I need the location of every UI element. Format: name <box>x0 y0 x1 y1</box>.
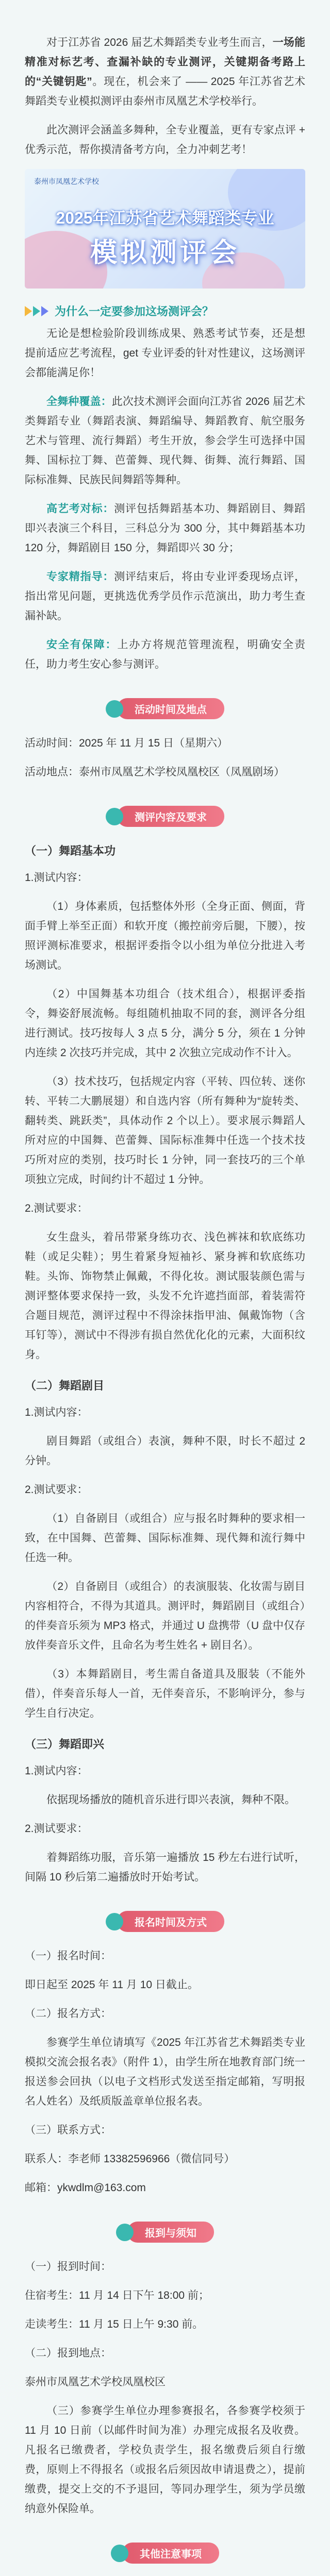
registration-method: 参赛学生单位请填写《2025 年江苏省艺术舞蹈类专业模拟交流会报名表》（附件 1），由学生所在地教育部门统一报送参会回执（以电子文档形式发送至指定邮箱，写明报名人姓名）及纸质版盖章单位报名表。 <box>25 2037 305 2107</box>
subheading-repertoire: （二）舞蹈剧目 <box>25 1379 105 1392</box>
contact-person: 联系人：李老师 13382596966（微信同号） <box>25 2153 235 2165</box>
content-item: 女生盘头，着吊带紧身练功衣、浅色裤袜和软底练功鞋（或足尖鞋）；男生着紧身短袖衫、紧身裤和软底练功鞋。头饰、饰物禁止佩戴，不得化妆。测试服装颜色需与测评整体要求保持一致，头发不允许遮挡面部，着装需符合题目规范，测评过程中不得涂抹指甲油、佩戴饰物（含耳钉等），测试中不得涉有损自然优化化的元素，大面积纹身。 <box>25 1231 305 1361</box>
banner-subtitle: 模拟测评会 <box>90 238 240 268</box>
why-coverage: 全舞种覆盖：此次技术测评会面向江苏省 2026 届艺术类舞蹈专业（舞蹈表演、舞蹈编导、舞蹈教育、航空服务艺术与管理、流行舞蹈）考生开放，参会学生可选择中国舞、国标拉丁舞、芭蕾舞、现代舞、街舞、流行舞蹈、国际标准舞、民族民间舞蹈等舞种。 <box>25 396 306 486</box>
content-item: （1）自备剧目（或组合）应与报名时舞种的要求相一致，在中国舞、芭蕾舞、国际标准舞、现代舞和流行舞中任选一种。 <box>25 1513 305 1564</box>
section-header-checkin: 报到与须知 <box>25 2222 305 2243</box>
intro-paragraph-1: 对于江苏省 2026 届艺术舞蹈类专业考生而言，一场能精准对标艺考、查漏补缺的专业测评，关键期备考路上的“关键钥匙”。现在，机会来了 —— 2025 年江苏省艺术舞蹈类专业模拟测评由泰州市凤凰艺术学校举行。 <box>25 37 306 107</box>
label-test-requirements: 2.测试要求： <box>25 1202 88 1214</box>
school-logo: 泰州市凤凰艺术学校 <box>34 177 99 185</box>
contact-email: 邮箱：ykwdlm@163.com <box>25 2182 146 2194</box>
circle-icon <box>111 2545 128 2562</box>
section-header-content: 测评内容及要求 <box>25 806 305 827</box>
content-item: 着舞蹈练功服，音乐第一遍播放 15 秒左右进行试听，间隔 10 秒后第二遍播放时开始考试。 <box>25 1852 305 1883</box>
subheading-basic-skills: （一）舞蹈基本功 <box>25 844 116 857</box>
label-test-content: 1.测试内容： <box>25 872 88 884</box>
content-item: 剧目舞蹈（或组合）表演，舞种不限，时长不超过 2 分钟。 <box>25 1435 305 1467</box>
event-time: 活动时间：2025 年 11 月 15 日（星期六） <box>25 737 228 749</box>
label-test-content: 1.测试内容： <box>25 1406 88 1418</box>
checkin-place: 泰州市凤凰艺术学校凤凰校区 <box>25 2376 166 2388</box>
label-contact: （三）联系方式： <box>25 2124 111 2136</box>
label-test-requirements: 2.测试要求： <box>25 1484 88 1496</box>
label-registration-time: （一）报名时间： <box>25 1950 111 1962</box>
why-benchmark: 高艺考对标：测评包括舞蹈基本功、舞蹈剧目、舞蹈即兴表演三个科目，三科总分为 300 分，其中舞蹈基本功 120 分，舞蹈剧目 150 分，舞蹈即兴 30 分； <box>25 503 306 554</box>
section-header-notes: 其他注意事项 <box>25 2543 305 2564</box>
circle-icon <box>106 808 123 825</box>
label-registration-method: （二）报名方式： <box>25 2008 111 2020</box>
event-banner-image <box>25 169 305 289</box>
content-item: 依据现场播放的随机音乐进行即兴表演，舞种不限。 <box>46 1794 295 1806</box>
label-test-requirements: 2.测试要求： <box>25 1823 88 1835</box>
checkin-time-boarding: 住宿考生：11 月 14 日下午 18:00 前； <box>25 2290 209 2301</box>
circle-icon <box>106 700 123 718</box>
content-item: （3）技术技巧，包括规定内容（平转、四位转、迷你转、平转二大鹏展翅）和自选内容（所有舞种为“旋转类、翻转类、跳跃类”，具体动作 2 个以上）。要求展示舞蹈人所对应的中国舞、芭蕾舞、国际标准舞中任选一个技术技巧所对应的类别，技巧时长 1 分钟，同一套技巧的三个单项独立完成，时间约计不超过 1 分钟。 <box>25 1076 305 1185</box>
checkin-time-day: 走读考生：11 月 15 日上午 9:30 前。 <box>25 2318 204 2330</box>
triangle-icon <box>25 306 32 316</box>
event-place: 活动地点：泰州市凤凰艺术学校凤凰校区（凤凰剧场） <box>25 766 285 778</box>
triangle-icon <box>41 306 48 316</box>
content-item: （2）中国舞基本功组合（技术组合），根据评委指令，舞姿舒展流畅。每组随机抽取不同的套，测评各分组进行测试。技巧按每人 3 点 5 分，满分 5 分，须在 1 分钟内连续 2 次技巧并完成，其中 2 次独立完成动作不计入。 <box>25 988 305 1059</box>
triangle-icon <box>33 306 40 316</box>
why-paragraph: 无论是想检验阶段训练成果、熟悉考试节奏，还是想提前适应艺考流程，get 专业评委的针对性建议，这场测评会都能满足你！ <box>25 328 305 379</box>
circle-icon <box>106 1913 123 1930</box>
circle-icon <box>116 2224 134 2241</box>
registration-deadline: 即日起至 2025 年 11 月 10 日截止。 <box>25 1979 199 1991</box>
content-item: （1）身体素质，包括整体外形（全身正面、侧面，背面手臂上举至正面）和软开度（搬控前旁后腿，下腰），按照评测标准要求，根据评委指令以小组为单位分批进入考场测试。 <box>25 901 305 971</box>
section-header-registration: 报名时间及方式 <box>25 1911 305 1932</box>
content-item: （3）本舞蹈剧目，考生需自备道具及服装（不能外借），伴奏音乐每人一首，无伴奏音乐，不影响评分，参与学生自行决定。 <box>25 1668 305 1719</box>
label-test-content: 1.测试内容： <box>25 1765 88 1777</box>
label-checkin-time: （一）报到时间： <box>25 2261 111 2273</box>
subheading-improvisation: （三）舞蹈即兴 <box>25 1738 105 1751</box>
section-header-time-place: 活动时间及地点 <box>25 698 305 719</box>
why-guidance: 专家精指导：测评结束后，将由专业评委现场点评，指出常见问题，更挑选优秀学员作示范演出，助力考生查漏补缺。 <box>25 571 306 622</box>
intro-paragraph-2: 此次测评会涵盖多舞种，全专业覆盖，更有专家点评 + 优秀示范，帮你摸清备考方向，全力冲刺艺考！ <box>25 124 305 156</box>
banner-title: 2025年江苏省艺术舞蹈类专业 <box>56 209 274 227</box>
label-checkin-place: （二）报到地点： <box>25 2347 111 2359</box>
checkin-notes: （三）参赛学生单位办理参赛报名，各参赛学校须于 11 月 10 日前（以邮件时间为准）办理完成报名及收费。凡报名已缴费者，学校负责学生，报名缴费后须自行缴费，原则上不得报名（或报名后须因故申请退费之），提前缴费，提交上交的不予退回，等同办理学生，须为学员缴纳意外保险单。 <box>25 2405 305 2515</box>
why-safety: 安全有保障：上办方将规范管理流程，明确安全责任，助力考生安心参与测评。 <box>25 639 306 670</box>
why-heading: 为什么一定要参加这场测评会？ <box>25 303 305 319</box>
content-item: （2）自备剧目（或组合）的表演服装、化妆需与剧目内容相符合，不得为其道具。测评时，舞蹈剧目（或组合）的伴奏音乐须为 MP3 格式，并通过 U 盘携带（U 盘中仅存放伴奏音乐文件，且命名为考生姓名 + 剧目名）。 <box>25 1581 305 1651</box>
